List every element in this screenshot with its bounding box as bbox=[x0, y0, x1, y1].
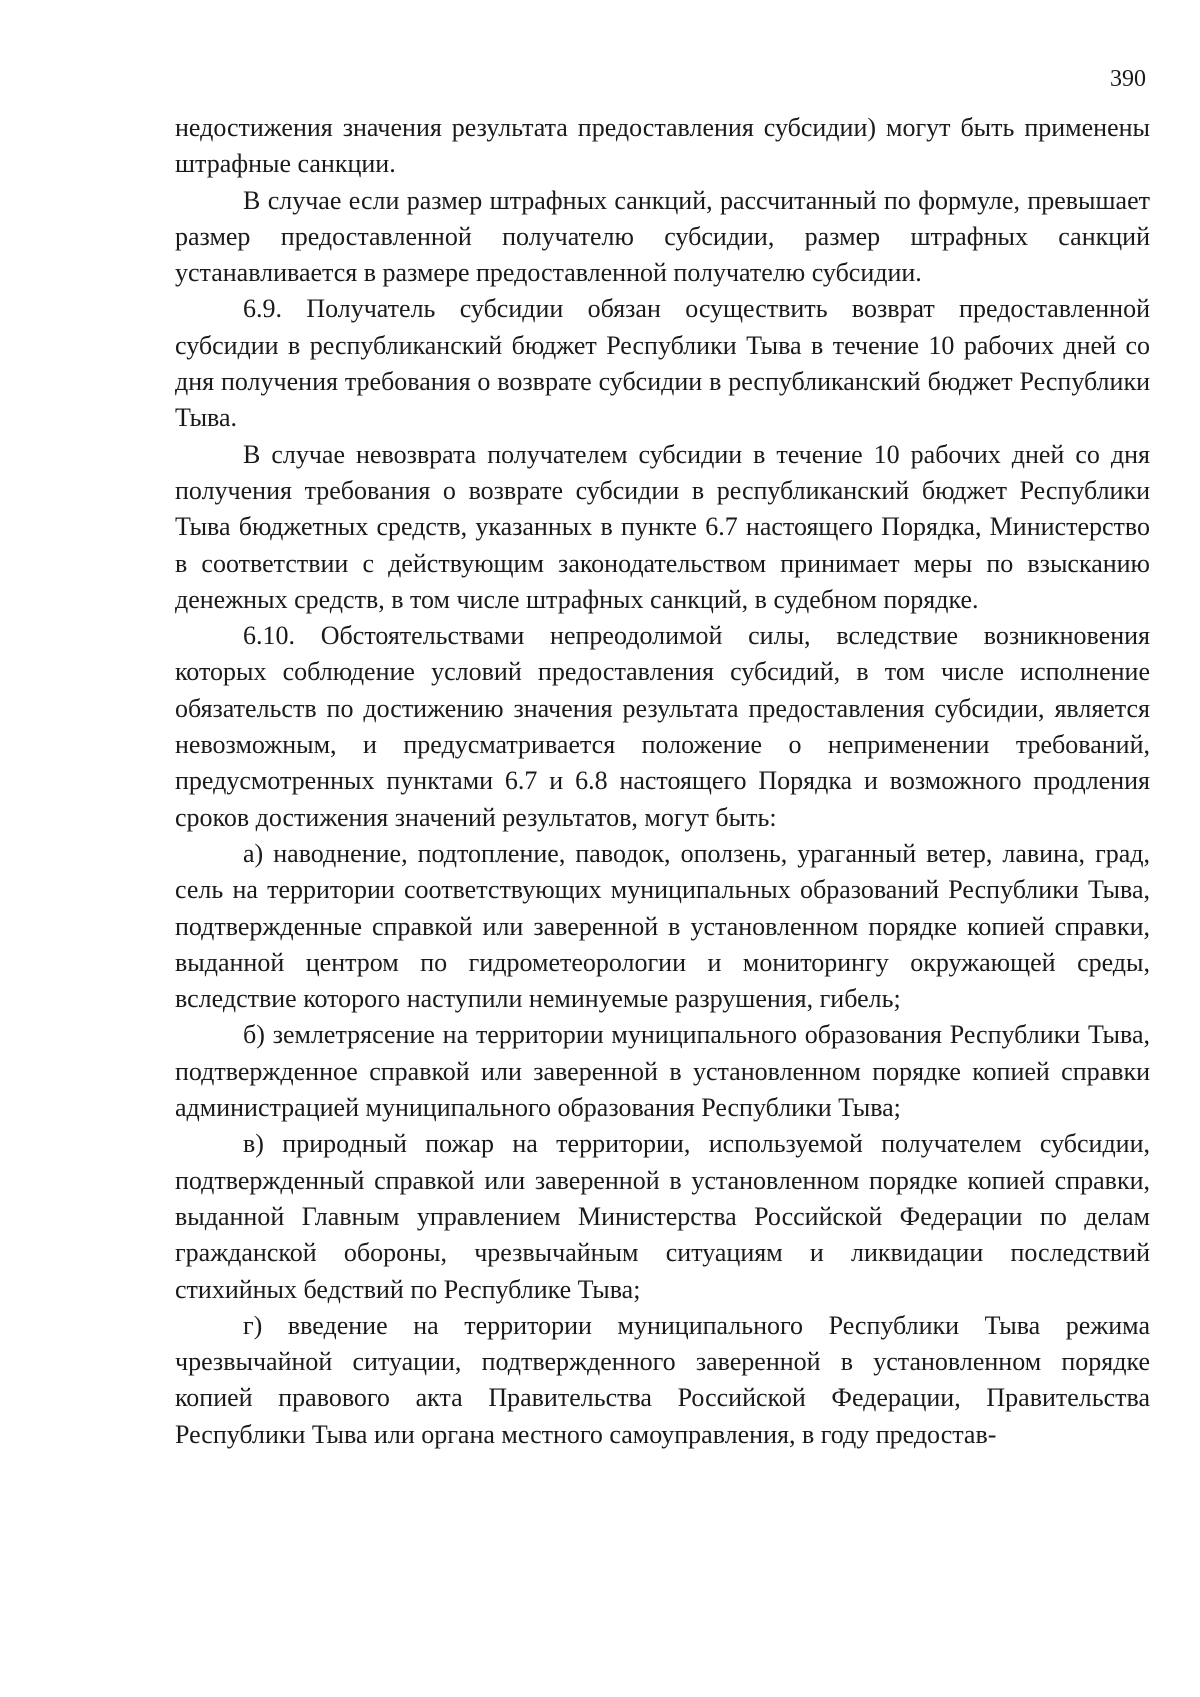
paragraph-6-10: 6.10. Обстоятельствами непреодолимой силы, вследствие возникновения которых соблюдение условий предоставления субсидий, в том числе исполнение обязательств по достижению значения результата предоставления субсидии, является невозможным, и предусматривается положение о неприменении требований, предусмотренных пунктами 6.7 и 6.8 настоящего Порядка и возможного продления сроков достижения значений результатов, могут быть: bbox=[175, 621, 1150, 832]
page-number: 390 bbox=[1110, 66, 1146, 92]
paragraph-penalty-limit: В случае если размер штрафных санкций, рассчитанный по формуле, превышает размер предоставленной получателю субсидии, размер штрафных санкций устанавливается в размере предоставленной получателю субсидии. bbox=[175, 185, 1150, 288]
paragraph-6-9: 6.9. Получатель субсидии обязан осуществить возврат предоставленной субсидии в республиканский бюджет Республики Тыва в течение 10 рабочих дней со дня получения требования о возврате субсидии в республиканский бюджет Республики Тыва. bbox=[175, 294, 1150, 433]
list-item-a: а) наводнение, подтопление, паводок, оползень, ураганный ветер, лавина, град, сель на территории соответствующих муниципальных образований Республики Тыва, подтвержденные справкой или заверенной в установленном порядке копией справки, выданной центром по гидрометеорологии и мониторингу окружающей среды, вследствие которого наступили неминуемые разрушения, гибель; bbox=[175, 838, 1150, 1014]
list-item-b: б) землетрясение на территории муниципального образования Республики Тыва, подтвержденное справкой или заверенной в установленном порядке копией справки администрацией муниципального образования Республики Тыва; bbox=[175, 1020, 1150, 1123]
list-item-g: г) введение на территории муниципального Республики Тыва режима чрезвычайной ситуации, подтвержденного заверенной в установленном порядке копией правового акта Правительства Российской Федерации, Правительства Республики Тыва или органа местного самоуправления, в году предостав- bbox=[175, 1310, 1150, 1449]
list-item-v: в) природный пожар на территории, используемой получателем субсидии, подтвержденный справкой или заверенной в установленном порядке копией справки, выданной Главным управлением Министерства Российской Федерации по делам гражданской обороны, чрезвычайным ситуациям и ликвидации последствий стихийных бедствий по Республике Тыва; bbox=[175, 1129, 1150, 1304]
paragraph-non-return: В случае невозврата получателем субсидии в течение 10 рабочих дней со дня получения требования о возврате субсидии в республиканский бюджет Республики Тыва бюджетных средств, указанных в пункте 6.7 настоящего Порядка, Министерство в соответствии с действующим законодательством принимает меры по взысканию денежных средств, в том числе штрафных санкций, в судебном порядке. bbox=[175, 439, 1150, 614]
paragraph-continuation: недостижения значения результата предоставления субсидии) могут быть применены штрафные санкции. bbox=[175, 113, 1150, 179]
document-body bbox=[175, 110, 1150, 1453]
